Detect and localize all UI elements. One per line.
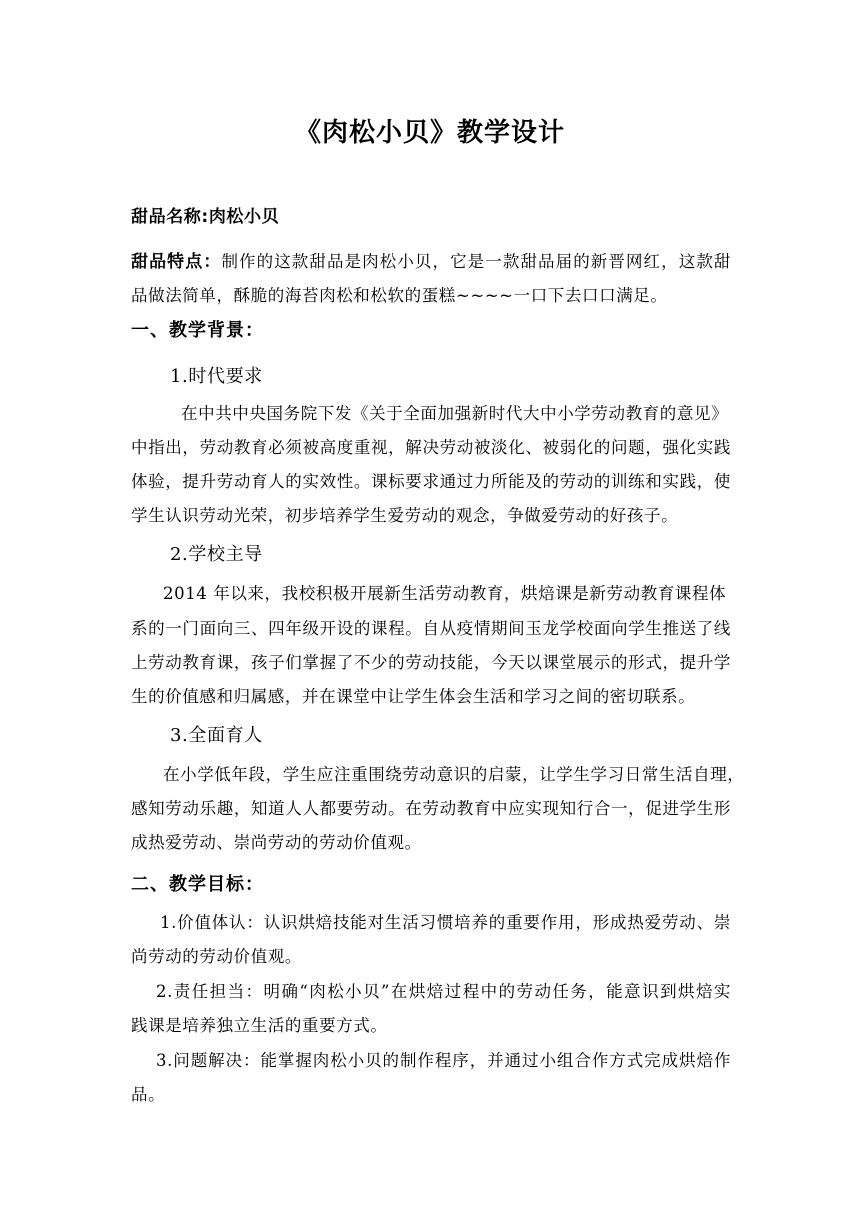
dessert-name-label: 甜品名称: bbox=[131, 207, 209, 227]
dessert-name-row bbox=[131, 200, 731, 234]
document-title: 《肉松小贝》教学设计 bbox=[294, 118, 565, 148]
s1-item1-line-4: 学生认识劳动光荣，初步培养学生爱劳动的观念，争做爱劳动的好孩子。 bbox=[131, 506, 679, 525]
s1-item3-line-3: 成热爱劳动、崇尚劳动的劳动价值观。 bbox=[131, 833, 422, 852]
s1-item1-heading: 1.时代要求 bbox=[170, 366, 263, 387]
dessert-feature-label: 甜品特点： bbox=[131, 252, 222, 272]
goal-2-line-1: 2.责任担当：明确“肉松小贝”在烘焙过程中的劳动任务，能意识到烘焙实 bbox=[156, 982, 731, 1001]
s1-item1-line-3: 体验，提升劳动育人的实效性。课标要求通过力所能及的劳动的训练和实践，使 bbox=[131, 472, 731, 491]
s1-item3-line-1: 在小学低年段，学生应注重围绕劳动意识的启蒙，让学生学习日常生活自理， bbox=[163, 765, 745, 784]
s1-item2-line-3: 上劳动教育课，孩子们掌握了不少的劳动技能，今天以课堂展示的形式，提升学 bbox=[131, 653, 731, 672]
dessert-feature-line-2: 品做法简单，酥脆的海苔肉松和松软的蛋糕~~~~一口下去口口满足。 bbox=[131, 286, 668, 305]
section-2-heading: 二、教学目标： bbox=[131, 874, 264, 895]
s1-item2-heading: 2.学校主导 bbox=[170, 544, 263, 565]
goal-1-line-1: 1.价值体认：认识烘焙技能对生活习惯培养的重要作用，形成热爱劳动、崇 bbox=[160, 913, 731, 932]
dessert-feature-line-1 bbox=[131, 245, 731, 279]
goal-2-line-2: 践课是培养独立生活的重要方式。 bbox=[131, 1016, 388, 1035]
section-1-heading: 一、教学背景： bbox=[131, 320, 264, 341]
goal-1-line-2: 尚劳动的劳动价值观。 bbox=[131, 947, 302, 966]
s1-item1-line-1: 在中共中央国务院下发《关于全面加强新时代大中小学劳动教育的意见》 bbox=[181, 404, 729, 423]
dessert-name-value: 肉松小贝 bbox=[208, 207, 280, 227]
s1-item3-heading: 3.全面育人 bbox=[170, 725, 263, 746]
s1-item2-line-2: 系的一门面向三、四年级开设的课程。自从疫情期间玉龙学校面向学生推送了线 bbox=[131, 619, 731, 638]
dessert-feature-text-1: 制作的这款甜品是肉松小贝，它是一款甜品届的新晋网红，这款甜 bbox=[221, 252, 732, 271]
s1-item3-line-2: 感知劳动乐趣，知道人人都要劳动。在劳动教育中应实现知行合一，促进学生形 bbox=[131, 799, 731, 818]
s1-item1-line-2: 中指出，劳动教育必须被高度重视，解决劳动被淡化、被弱化的问题，强化实践 bbox=[131, 438, 731, 457]
s1-item2-line-4: 生的价值感和归属感，并在课堂中让学生体会生活和学习之间的密切联系。 bbox=[131, 687, 696, 706]
s1-item2-line-1: 2014 年以来，我校积极开展新生活劳动教育，烘焙课是新劳动教育课程体 bbox=[163, 584, 727, 603]
goal-3-line-2: 品。 bbox=[131, 1085, 166, 1104]
goal-3-line-1: 3.问题解决：能掌握肉松小贝的制作程序，并通过小组合作方式完成烘焙作 bbox=[156, 1051, 731, 1070]
